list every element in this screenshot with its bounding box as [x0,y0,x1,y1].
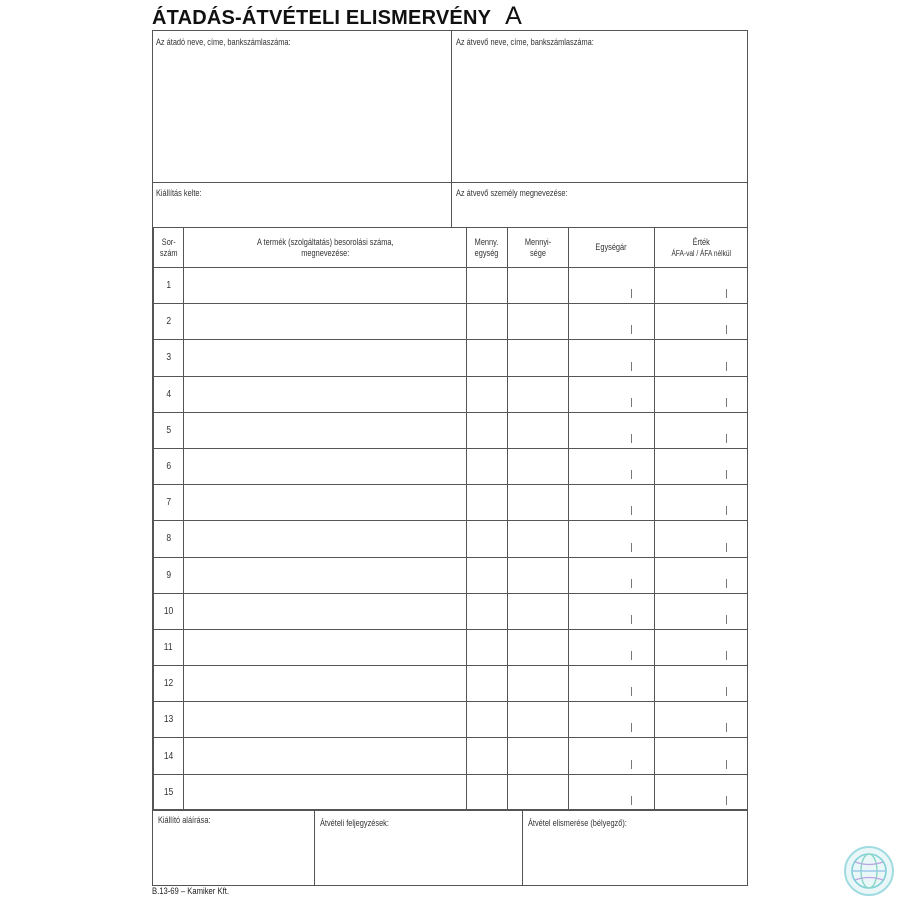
cell-quantity[interactable] [508,738,569,774]
cell-unit-price[interactable] [569,774,655,810]
decimal-tick [726,796,727,805]
cell-unit-price[interactable] [569,376,655,412]
issue-date-box[interactable] [153,183,452,227]
decimal-tick [631,615,632,624]
table-row [154,268,748,304]
row-number-label: 15 [163,786,174,798]
cell-value[interactable] [655,340,748,376]
row-number [154,593,184,629]
cell-value[interactable] [655,702,748,738]
cell-quantity[interactable] [508,340,569,376]
cell-unit[interactable] [467,521,508,557]
cell-value[interactable] [655,629,748,665]
cell-product[interactable] [184,412,467,448]
cell-value[interactable] [655,412,748,448]
cell-quantity[interactable] [508,557,569,593]
cell-unit-price[interactable] [569,448,655,484]
cell-product[interactable] [184,629,467,665]
cell-unit[interactable] [467,340,508,376]
cell-unit-price[interactable] [569,304,655,340]
row-number [154,629,184,665]
cell-quantity[interactable] [508,521,569,557]
cell-product[interactable] [184,376,467,412]
cell-unit-price[interactable] [569,702,655,738]
receiver-person-box[interactable] [452,183,747,227]
form-title: ÁTADÁS-ÁTVÉTELI ELISMERVÉNY [152,7,492,29]
cell-product[interactable] [184,268,467,304]
col-product: A termék (szolgáltatás) besorolási száma, megnevezése: [184,228,467,268]
decimal-tick [726,434,727,443]
row-number [154,557,184,593]
table-row [154,593,748,629]
receipt-form [152,30,748,886]
cell-quantity[interactable] [508,666,569,702]
col-serial: Sor- szám [154,228,184,268]
items-header-row [154,228,748,268]
cell-unit-price[interactable] [569,340,655,376]
cell-value[interactable] [655,485,748,521]
cell-quantity[interactable] [508,268,569,304]
cell-quantity[interactable] [508,593,569,629]
cell-value[interactable] [655,268,748,304]
cell-quantity[interactable] [508,485,569,521]
row-number [154,774,184,810]
decimal-tick [631,579,632,588]
decimal-tick [631,470,632,479]
receipt-ack-label: Átvétel elismerése (bélyegző): [528,818,627,828]
decimal-tick [726,651,727,660]
cell-product[interactable] [184,702,467,738]
receipt-notes-box[interactable] [315,809,523,885]
table-row [154,774,748,810]
cell-product[interactable] [184,557,467,593]
cell-unit[interactable] [467,593,508,629]
cell-product[interactable] [184,448,467,484]
receipt-notes-label: Átvételi feljegyzések: [320,818,389,828]
row-number-label: 11 [164,641,173,653]
cell-unit-price[interactable] [569,268,655,304]
table-row [154,629,748,665]
decimal-tick [631,760,632,769]
cell-product[interactable] [184,485,467,521]
decimal-tick [726,579,727,588]
cell-product[interactable] [184,738,467,774]
cell-unit[interactable] [467,448,508,484]
table-row [154,666,748,702]
table-row [154,340,748,376]
receiver-box[interactable] [452,31,747,183]
row-number-label: 6 [166,461,171,473]
cell-quantity[interactable] [508,376,569,412]
decimal-tick [726,723,727,732]
row-number-label: 7 [166,497,171,509]
decimal-tick [631,543,632,552]
col-quantity: Mennyi- sége [508,228,569,268]
cell-quantity[interactable] [508,774,569,810]
cell-product[interactable] [184,304,467,340]
cell-unit[interactable] [467,666,508,702]
giver-box[interactable] [153,31,452,183]
row-number [154,376,184,412]
cell-unit-price[interactable] [569,629,655,665]
decimal-tick [631,289,632,298]
decimal-tick [726,687,727,696]
row-number [154,738,184,774]
cell-unit-price[interactable] [569,521,655,557]
table-row [154,376,748,412]
row-number-label: 3 [166,352,171,364]
table-row [154,412,748,448]
row-number [154,521,184,557]
table-row [154,557,748,593]
decimal-tick [726,398,727,407]
receiver-person-label: Az átvevő személy megnevezése: [456,188,568,198]
decimal-tick [726,470,727,479]
decimal-tick [726,289,727,298]
cell-value[interactable] [655,376,748,412]
decimal-tick [631,362,632,371]
row-number [154,412,184,448]
table-row [154,485,748,521]
decimal-tick [631,398,632,407]
cell-quantity[interactable] [508,702,569,738]
issue-date-label: Kiállítás kelte: [156,188,202,198]
row-number-label: 8 [166,533,171,545]
row-number-label: 1 [166,280,171,292]
decimal-tick [726,506,727,515]
decimal-tick [631,434,632,443]
cell-product[interactable] [184,340,467,376]
row-number [154,448,184,484]
cell-unit-price[interactable] [569,485,655,521]
cell-unit[interactable] [467,702,508,738]
cell-product[interactable] [184,666,467,702]
cell-unit[interactable] [467,485,508,521]
col-unit-price: Egységár [569,228,655,268]
cell-quantity[interactable] [508,629,569,665]
receipt-ack-box[interactable] [523,809,747,885]
cell-value[interactable] [655,666,748,702]
table-row [154,521,748,557]
row-number-label: 13 [163,714,174,726]
decimal-tick [726,325,727,334]
cell-unit-price[interactable] [569,666,655,702]
cell-product[interactable] [184,774,467,810]
row-number-label: 12 [163,678,174,690]
decimal-tick [631,723,632,732]
cell-value[interactable] [655,593,748,629]
cell-unit[interactable] [467,268,508,304]
decimal-tick [631,651,632,660]
cell-value[interactable] [655,304,748,340]
cell-unit[interactable] [467,412,508,448]
col-unit: Menny. egység [467,228,508,268]
cell-value[interactable] [655,521,748,557]
cell-value[interactable] [655,774,748,810]
table-row [154,738,748,774]
row-number-label: 2 [166,316,171,328]
row-number-label: 9 [166,569,171,581]
decimal-tick [726,362,727,371]
form-code: B.13-69 – Kamiker Kft. [152,886,229,896]
decimal-tick [726,615,727,624]
globe-icon [843,845,895,897]
row-number [154,485,184,521]
table-row [154,448,748,484]
cell-product[interactable] [184,593,467,629]
issuer-signature-label: Kiállító aláírása: [158,815,211,825]
col-value: Érték ÁFA-val / ÁFA nélkül [655,228,748,268]
cell-quantity[interactable] [508,412,569,448]
decimal-tick [631,325,632,334]
row-number [154,702,184,738]
cell-unit-price[interactable] [569,557,655,593]
table-row [154,702,748,738]
items-table [153,227,748,811]
cell-value[interactable] [655,557,748,593]
cell-unit[interactable] [467,304,508,340]
decimal-tick [726,543,727,552]
form-variant-letter: A [505,2,522,30]
decimal-tick [631,796,632,805]
cell-value[interactable] [655,738,748,774]
decimal-tick [726,760,727,769]
row-number [154,304,184,340]
row-number-label: 14 [163,750,174,762]
table-row [154,304,748,340]
row-number [154,268,184,304]
row-number-label: 4 [166,388,171,400]
decimal-tick [631,506,632,515]
cell-unit[interactable] [467,376,508,412]
row-number [154,340,184,376]
cell-unit[interactable] [467,774,508,810]
giver-label: Az átadó neve, címe, bankszámlaszáma: [156,37,291,47]
cell-unit-price[interactable] [569,593,655,629]
receiver-label: Az átvevő neve, címe, bankszámlaszáma: [456,37,594,47]
cell-quantity[interactable] [508,448,569,484]
cell-unit-price[interactable] [569,738,655,774]
cell-value[interactable] [655,448,748,484]
cell-unit[interactable] [467,557,508,593]
row-number [154,666,184,702]
cell-quantity[interactable] [508,304,569,340]
row-number-label: 10 [163,605,174,617]
cell-product[interactable] [184,521,467,557]
cell-unit-price[interactable] [569,412,655,448]
row-number-label: 5 [166,424,171,436]
cell-unit[interactable] [467,738,508,774]
decimal-tick [631,687,632,696]
issuer-signature-box[interactable] [153,809,315,885]
form-title-row [152,2,522,32]
cell-unit[interactable] [467,629,508,665]
